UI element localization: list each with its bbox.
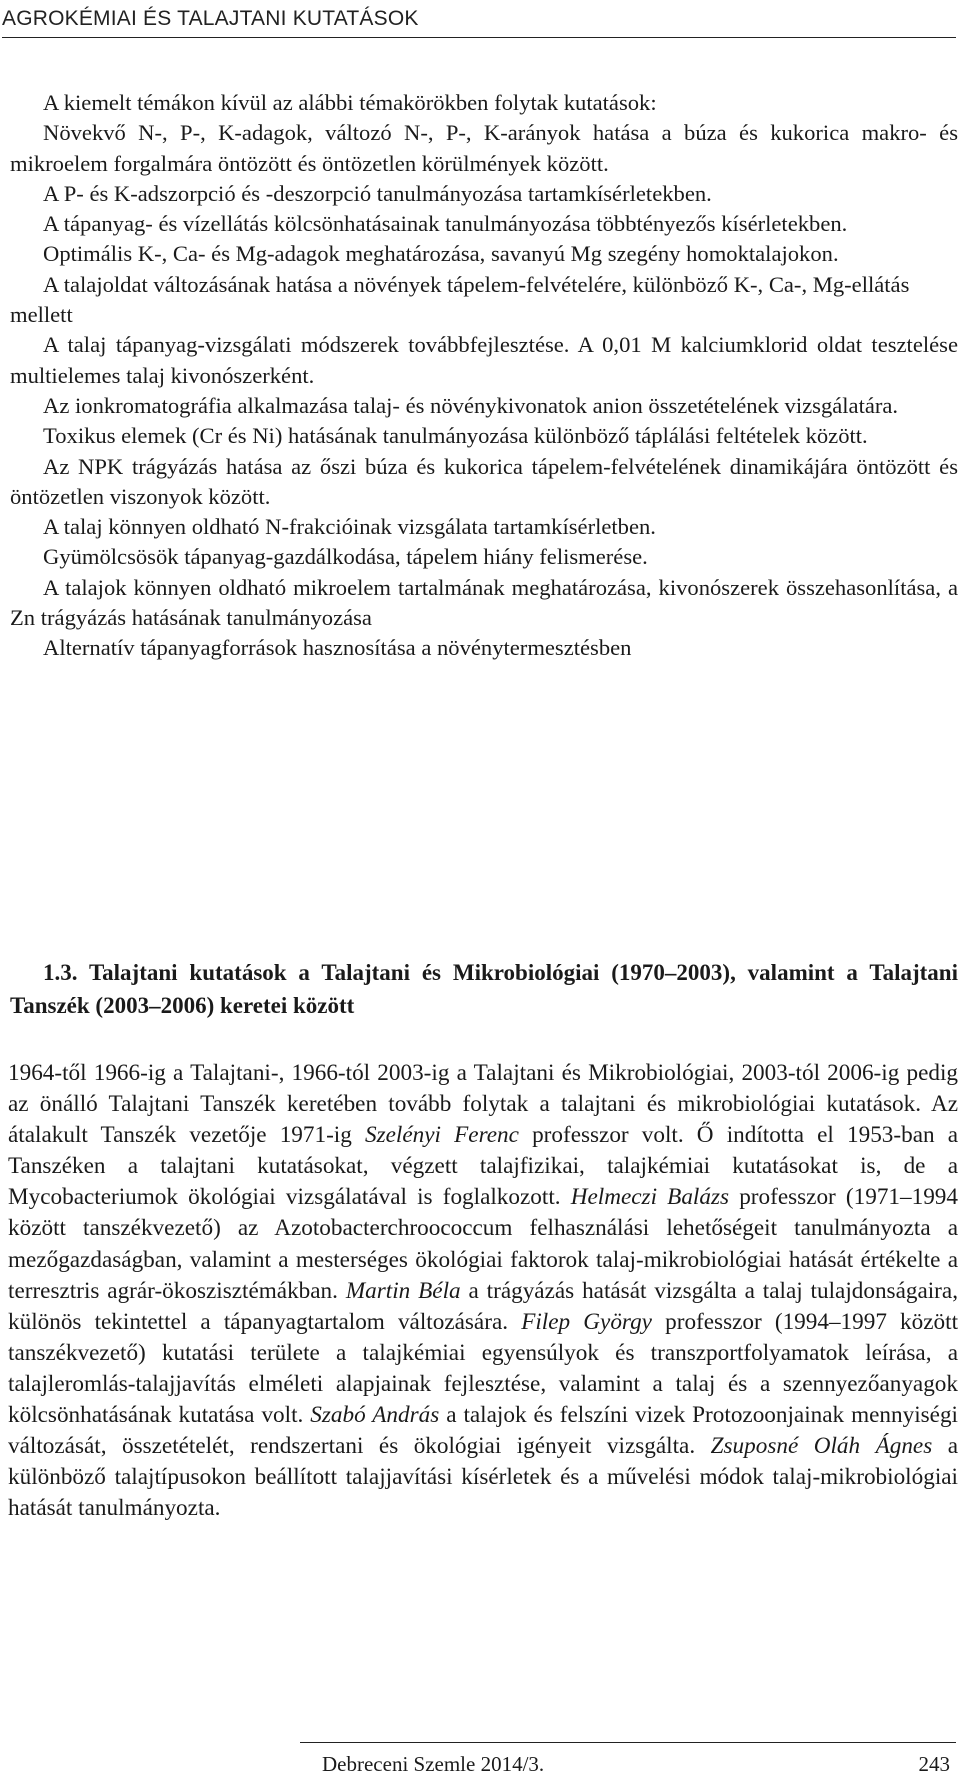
topic-item: Gyümölcsösök tápanyag-gazdálkodása, tápelem hiány felismerése. bbox=[43, 544, 648, 570]
section-heading: 1.3. Talajtani kutatások a Talajtani és Mikrobiológiai (1970–2003), valamint a Talajtani Tanszék (2003–2006) keretei között bbox=[10, 960, 958, 1018]
topic-item: A talajoldat változásának hatása a növények tápelem-felvételére, különböző K-, Ca-, Mg-ellátás mellett bbox=[10, 271, 910, 328]
body-text-segment: a különböző talajtípusokon beállított talajjavítási kísérletek és a művelési módok talaj-mikrobiológiai hatását tanulmányozta. bbox=[8, 1433, 959, 1522]
person-name: Helmeczi Balázs bbox=[570, 1184, 730, 1211]
person-name: Szabó András bbox=[310, 1402, 440, 1429]
topic-item: Optimális K-, Ca- és Mg-adagok meghatározása, savanyú Mg szegény homoktalajokon. bbox=[43, 241, 839, 267]
person-name: Szelényi Ferenc bbox=[365, 1122, 519, 1149]
topic-item: Az ionkromatográfia alkalmazása talaj- és növénykivonatok anion összetételének vizsgálatára. bbox=[43, 392, 899, 418]
topic-item: A talaj könnyen oldható N-frakcióinak vizsgálata tartamkísérletben. bbox=[43, 514, 656, 540]
person-name: Martin Béla bbox=[345, 1277, 461, 1304]
body-paragraph bbox=[8, 1058, 958, 1524]
footer-divider bbox=[300, 1742, 956, 1743]
topic-item: A P- és K-adszorpció és -deszorpció tanulmányozása tartamkísérletekben. bbox=[43, 180, 712, 206]
body-text-segment: a trágyázás hatását vizsgálta a talaj tulajdonságaira, különös tekintettel a tápanyagtartalom változására. bbox=[8, 1277, 958, 1335]
topics-intro: A kiemelt témákon kívül az alábbi témakörökben folytak kutatások: bbox=[43, 90, 657, 115]
topic-item: Alternatív tápanyagforrások hasznosítása a növénytermesztésben bbox=[43, 635, 632, 661]
page-number: 243 bbox=[918, 1752, 950, 1776]
body-text-segment: 1964-től 1966-ig a Talajtani-, 1966-tól 2003-ig a Talajtani és Mikrobiológiai, 2003-tól 2006-ig pedig az önálló Talajtani Tanszék keretében tovább folytak a talajtani és mikrobiológiai kutatások. Az átalakult Tanszék vezetője 1971-ig bbox=[8, 1060, 958, 1149]
topic-item: A talajok könnyen oldható mikroelem tartalmának meghatározása, kivonószerek összehasonlítása, a Zn trágyázás hatásának tanulmányozása bbox=[10, 574, 958, 631]
topic-item: A talaj tápanyag-vizsgálati módszerek továbbfejlesztése. A 0,01 M kalciumklorid oldat tesztelése multielemes talaj kivonószerként. bbox=[10, 332, 958, 388]
journal-citation: Debreceni Szemle 2014/3. bbox=[322, 1752, 545, 1776]
topic-item: A tápanyag- és vízellátás kölcsönhatásainak tanulmányozása többtényezős kísérletekben. bbox=[43, 211, 848, 237]
topic-item: Toxikus elemek (Cr és Ni) hatásának tanulmányozása különböző táplálási feltételek között. bbox=[43, 423, 868, 449]
body-text-segment: professzor volt. Ő indította el 1953-ban a Tanszéken a talajtani kutatásokat, végzett talajfizikai, talajkémiai kutatásokat is, de a Mycobacteriumok ökológiai vizsgálatával is foglalkozott. bbox=[8, 1122, 959, 1211]
research-topics-list bbox=[10, 88, 958, 664]
body-text-segment: a talajok és felszíni vizek Protozoonjainak mennyiségi változását, összetételét, rendszertani és ökológiai igényeit vizsgálta. bbox=[8, 1402, 959, 1460]
person-name: Zsuposné Oláh Ágnes bbox=[710, 1433, 933, 1460]
page-footer bbox=[300, 1750, 950, 1778]
person-name: Filep György bbox=[521, 1308, 652, 1335]
body-text-segment: professzor (1994–1997 között tanszékvezető) kutatási területe a talajkémiai egyensúlyok és transzportfolyamatok leírása, a talajleromlás-talajjavítás elméleti alapjainak fejlesztése, valamint a talaj és a szennyezőanyagok kölcsönhatásának kutatása volt. bbox=[8, 1308, 959, 1429]
body-text-segment: professzor (1971–1994 között tanszékvezető) az Azotobacterchroococcum felhasználási lehetőségeit tanulmányozta a mezőgazdaságban, valamint a mesterséges ökológiai faktorok talaj-mikrobiológiai hatását értékelte a terresztris agrár-ökoszisztémákban. bbox=[8, 1184, 958, 1304]
topic-item: Az NPK trágyázás hatása az őszi búza és kukorica tápelem-felvételének dinamikájára öntözött és öntözetlen viszonyok között. bbox=[10, 453, 958, 509]
running-header: AGROKÉMIAI ÉS TALAJTANI KUTATÁSOK bbox=[2, 4, 956, 38]
topic-item: Növekvő N-, P-, K-adagok, változó N-, P-, K-arányok hatása a búza és kukorica makro- és mikroelem forgalmára öntözött és öntözetlen körülmények között. bbox=[10, 120, 958, 176]
